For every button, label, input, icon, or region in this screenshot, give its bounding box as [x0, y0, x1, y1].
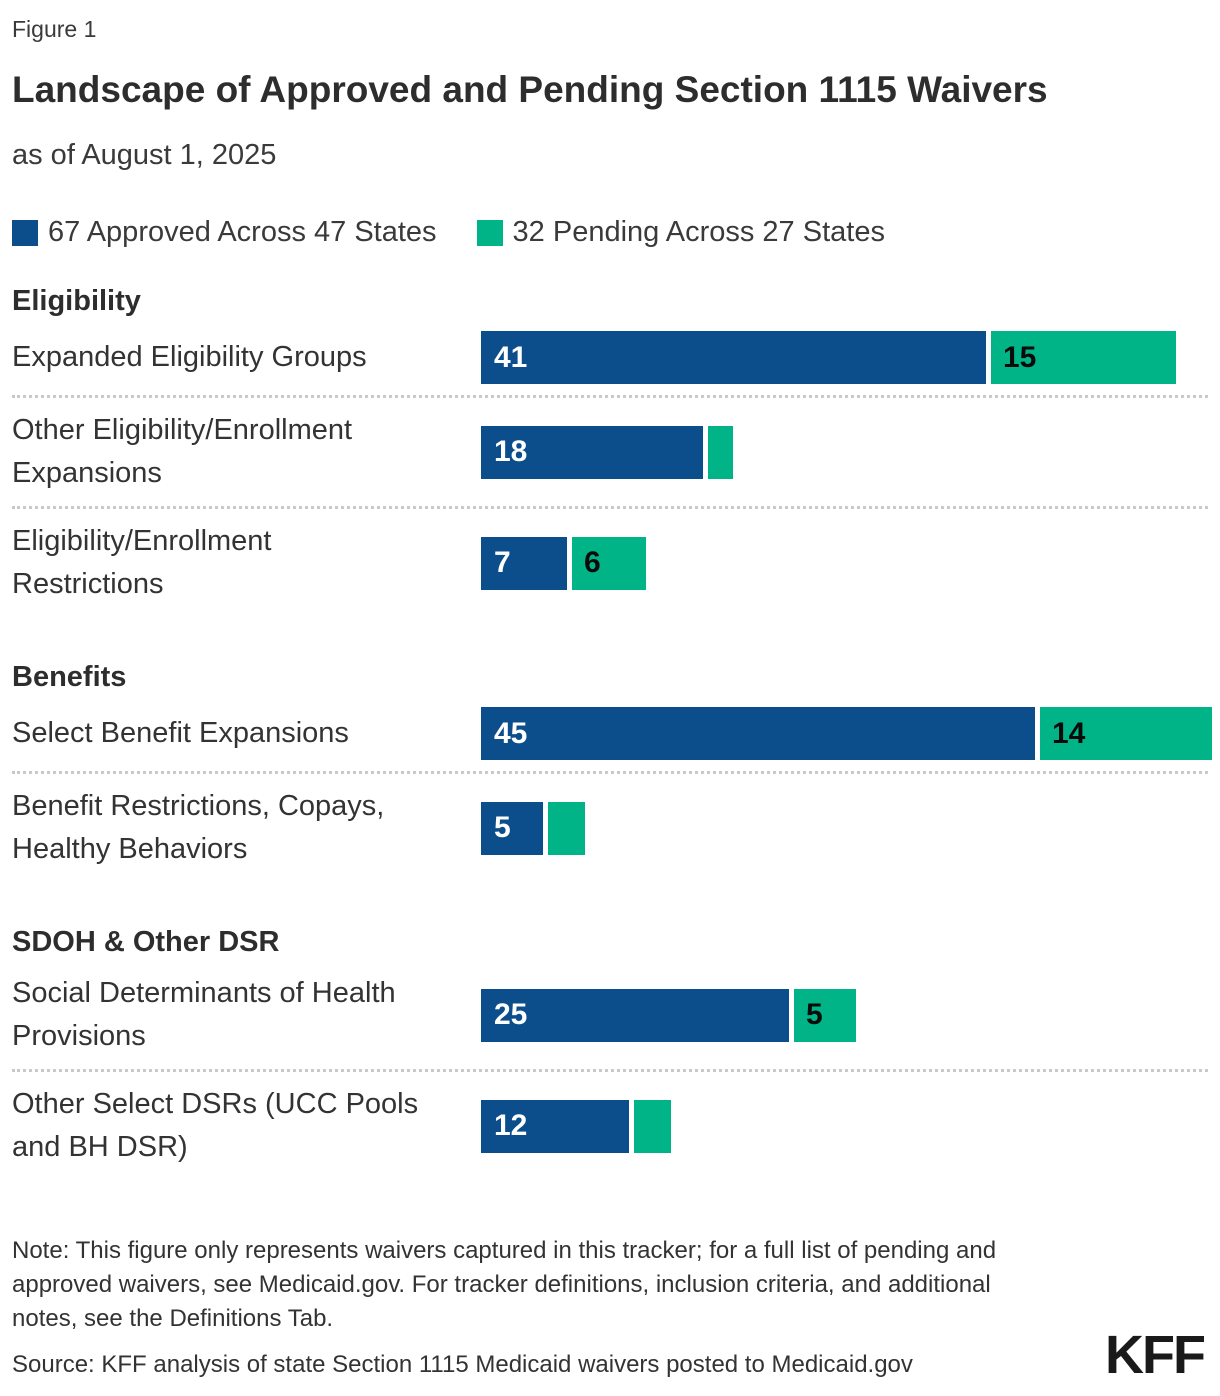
- row-label: [12, 785, 481, 871]
- row-label-line: Select Benefit Expansions: [12, 717, 349, 749]
- row-label: [12, 520, 481, 606]
- figure-label: Figure 1: [12, 16, 97, 42]
- subtitle: as of August 1, 2025: [12, 139, 277, 171]
- row-bars: [481, 537, 1208, 590]
- row-bars: [481, 1100, 1208, 1153]
- pending-bar: [548, 802, 585, 855]
- section-header: Benefits: [12, 661, 127, 693]
- chart-row: [12, 774, 1208, 882]
- row-label: [12, 1083, 481, 1169]
- approved-bar: 25: [481, 989, 789, 1042]
- approved-bar: 12: [481, 1100, 629, 1153]
- section-header: Eligibility: [12, 285, 141, 317]
- row-label-line: Other Select DSRs (UCC Pools: [12, 1088, 419, 1120]
- approved-bar: 5: [481, 802, 543, 855]
- chart-row: [12, 320, 1208, 395]
- chart-row: [12, 696, 1208, 771]
- approved-bar: 18: [481, 426, 703, 479]
- pending-bar: 15: [991, 331, 1176, 384]
- row-bars: [481, 989, 1208, 1042]
- pending-bar: 6: [572, 537, 646, 590]
- row-label: [12, 409, 481, 495]
- note-line: Note: This figure only represents waivers captured in this tracker; for a full list of pending and: [12, 1237, 997, 1264]
- legend-item-approved: [12, 216, 437, 249]
- note-line: approved waivers, see Medicaid.gov. For tracker definitions, inclusion criteria, and additional: [12, 1271, 991, 1298]
- row-bars: [481, 331, 1208, 384]
- chart-row: [12, 961, 1208, 1069]
- approved-swatch-icon: [12, 220, 38, 246]
- legend-item-pending: [477, 216, 885, 249]
- pending-bar: 14: [1040, 707, 1212, 760]
- approved-bar: 7: [481, 537, 567, 590]
- pending-bar: [708, 426, 733, 479]
- legend: [12, 216, 1208, 249]
- chart-row: [12, 398, 1208, 506]
- row-label-line: Provisions: [12, 1020, 146, 1052]
- pending-bar: [634, 1100, 671, 1153]
- row-label-line: Restrictions: [12, 568, 164, 600]
- row-label: [12, 336, 481, 379]
- footer: [12, 1234, 1208, 1380]
- approved-bar: 41: [481, 331, 986, 384]
- row-label: [12, 712, 481, 755]
- page-title: Landscape of Approved and Pending Section 1115 Waivers: [12, 69, 1048, 110]
- row-label-line: Benefit Restrictions, Copays,: [12, 790, 385, 822]
- row-label-line: Other Eligibility/Enrollment: [12, 414, 353, 446]
- row-label-line: Healthy Behaviors: [12, 833, 248, 865]
- row-bars: [481, 802, 1208, 855]
- section-header: SDOH & Other DSR: [12, 926, 280, 958]
- pending-swatch-icon: [477, 220, 503, 246]
- row-label-line: Expanded Eligibility Groups: [12, 341, 367, 373]
- chart-row: [12, 509, 1208, 617]
- row-label-line: and BH DSR): [12, 1131, 188, 1163]
- row-label-line: Expansions: [12, 457, 162, 489]
- row-label-line: Eligibility/Enrollment: [12, 525, 272, 557]
- chart-row: [12, 1072, 1208, 1180]
- row-label-line: Social Determinants of Health: [12, 977, 396, 1009]
- chart-body: [12, 285, 1208, 1180]
- row-bars: [481, 426, 1208, 479]
- legend-pending-label: 32 Pending Across 27 States: [512, 216, 885, 248]
- source-line: Source: KFF analysis of state Section 1115 Medicaid waivers posted to Medicaid.gov: [12, 1351, 913, 1378]
- row-bars: [481, 707, 1212, 760]
- approved-bar: 45: [481, 707, 1035, 760]
- pending-bar: 5: [794, 989, 856, 1042]
- kff-logo: KFF: [1105, 1325, 1204, 1385]
- row-label: [12, 972, 481, 1058]
- legend-approved-label: 67 Approved Across 47 States: [48, 216, 437, 248]
- note-line: notes, see the Definitions Tab.: [12, 1305, 334, 1332]
